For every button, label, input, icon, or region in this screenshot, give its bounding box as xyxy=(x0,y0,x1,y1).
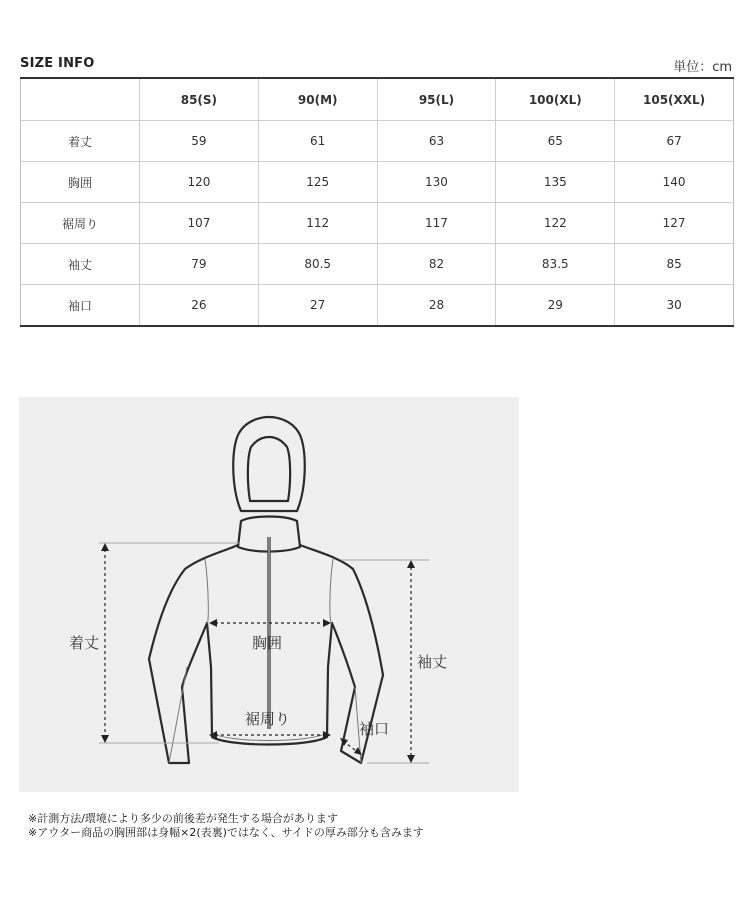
hem-label: 裾周り xyxy=(245,710,291,728)
measurement-notes xyxy=(28,812,424,840)
table-cell: 112 xyxy=(258,203,377,244)
left-sleeve-seam xyxy=(205,559,208,623)
table-row xyxy=(21,162,734,203)
table-cell: 107 xyxy=(140,203,259,244)
jacket-measurement-diagram xyxy=(19,397,519,792)
right-sleeve-seam xyxy=(330,559,333,623)
table-cell: 82 xyxy=(377,244,496,285)
row-label: 裾周り xyxy=(21,203,140,244)
table-cell: 79 xyxy=(140,244,259,285)
hem-band xyxy=(212,733,327,741)
table-cell: 67 xyxy=(615,121,734,162)
row-label: 袖丈 xyxy=(21,244,140,285)
table-header-cell: 85(S) xyxy=(140,78,259,121)
table-cell: 117 xyxy=(377,203,496,244)
row-label: 胸囲 xyxy=(21,162,140,203)
unit-label: 単位：cm xyxy=(673,60,732,75)
table-cell: 63 xyxy=(377,121,496,162)
table-cell: 83.5 xyxy=(496,244,615,285)
sleeve-length-label: 袖丈 xyxy=(417,653,448,671)
table-header-cell: 90(M) xyxy=(258,78,377,121)
table-header-cell: 100(XL) xyxy=(496,78,615,121)
table-cell: 59 xyxy=(140,121,259,162)
size-info-title: SIZE INFO xyxy=(20,56,95,71)
table-cell: 120 xyxy=(140,162,259,203)
jacket-illustration xyxy=(19,397,519,792)
table-header-cell: 105(XXL) xyxy=(615,78,734,121)
table-cell: 140 xyxy=(615,162,734,203)
table-header-cell: 95(L) xyxy=(377,78,496,121)
row-label: 袖口 xyxy=(21,285,140,327)
table-cell: 122 xyxy=(496,203,615,244)
hood-inner xyxy=(248,437,290,501)
table-row xyxy=(21,244,734,285)
table-row xyxy=(21,203,734,244)
table-row xyxy=(21,121,734,162)
table-cell: 29 xyxy=(496,285,615,327)
table-header-cell xyxy=(21,78,140,121)
chest-label: 胸囲 xyxy=(252,634,283,652)
hood-outline xyxy=(233,417,305,511)
size-info-header xyxy=(20,56,734,76)
cuff-label: 袖口 xyxy=(359,720,390,738)
size-table xyxy=(20,77,734,327)
table-cell: 61 xyxy=(258,121,377,162)
note-line: ※アウター商品の胸囲部は身幅×2(表裏)ではなく、サイドの厚み部分も含みます xyxy=(28,826,424,839)
table-cell: 127 xyxy=(615,203,734,244)
table-cell: 26 xyxy=(140,285,259,327)
row-label: 着丈 xyxy=(21,121,140,162)
table-cell: 80.5 xyxy=(258,244,377,285)
table-cell: 28 xyxy=(377,285,496,327)
table-header-row xyxy=(21,78,734,121)
length-label: 着丈 xyxy=(69,634,100,652)
note-line: ※計測方法/環境により多少の前後差が発生する場合があります xyxy=(28,812,338,825)
table-row xyxy=(21,285,734,327)
table-cell: 135 xyxy=(496,162,615,203)
table-cell: 125 xyxy=(258,162,377,203)
table-cell: 30 xyxy=(615,285,734,327)
table-cell: 85 xyxy=(615,244,734,285)
table-cell: 65 xyxy=(496,121,615,162)
jacket-body-outline xyxy=(149,545,383,763)
table-cell: 27 xyxy=(258,285,377,327)
table-cell: 130 xyxy=(377,162,496,203)
